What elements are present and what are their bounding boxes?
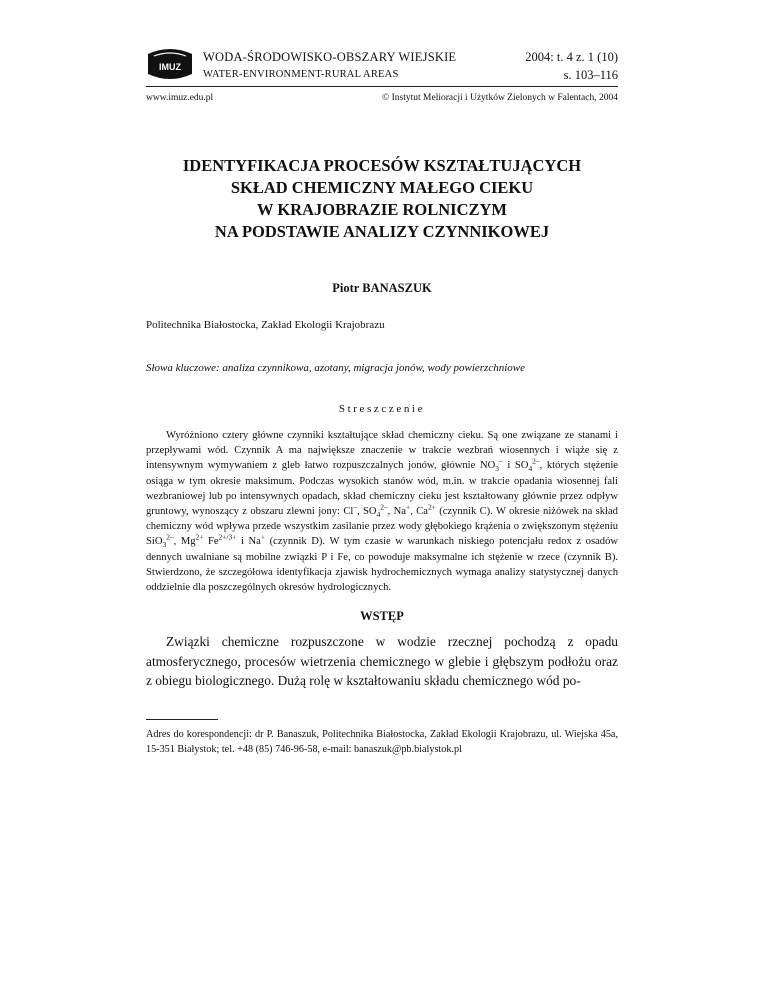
title-line: IDENTYFIKACJA PROCESÓW KSZTAŁTUJĄCYCH	[182, 156, 582, 175]
keywords-list: analiza czynnikowa, azotany, migracja jonów, wody powierzchniowe	[222, 362, 525, 374]
section-heading-intro: WSTĘP	[360, 609, 404, 623]
abstract-text: Wyróżniono cztery główne czynniki kształtujące skład chemiczny cieku. Są one związane ze stanami i przepływami wód. Czynnik A ma największe znaczenie w trakcie wezbrań wiosennych i wiąże się z intensywnym wymywaniem z gleb łatwo rozpuszczalnych jonów, głównie $NO_3^-$ i $SO_4^{2-}$, których stężenie osiąga w tym okresie maksimum. Podczas wysokich stanów wód, m.in. w trakcie opadania wiosennej fali wezbraniowej lub po intensywnych opadach, skład chemiczny cieku jest kształtowany głównie przez odpływ gruntowy, wynoszący z obszaru zlewni jony: Cl–, $SO_4^{2-}$, Na+, $Ca^{2+}$ (czynnik C). W okresie niżówek na skład chemiczny wód wpływa przede wszystkim zasilanie przez wody głębokiego krążenia o zwiększonym stężeniu SiO$_3^{2-}$, $Mg^{2+}$ $Fe^{2+/3+}$ i Na+ (czynnik D). W tym czasie w warunkach niskiego potencjału redox z osadów dennych uwalniane są mobilne związki P i Fe, co powoduje maksymalne ich stężenie w rzece (czynnik B). Stwierdzono, że szczegółowa identyfikacja zjawisk hydrochemicznych wymaga analizy statystycznej danych oddzielnie dla poszczególnych okresów hydrologicznych.	[146, 430, 619, 594]
abstract-heading: Streszczenie	[338, 403, 426, 415]
author-affiliation: Politechnika Białostocka, Zakład Ekologii Krajobrazu	[146, 319, 385, 331]
issue-info: 2004: t. 4 z. 1 (10)	[525, 50, 618, 64]
author-name: Piotr BANASZUK	[332, 281, 432, 295]
website-link[interactable]: www.imuz.edu.pl	[146, 93, 214, 103]
copyright-notice: © Instytut Melioracji i Użytków Zielonych w Falentach, 2004	[382, 93, 618, 103]
keywords-label: Słowa kluczowe:	[146, 362, 220, 374]
logo-text: IMUZ	[159, 62, 181, 72]
page-range: s. 103–116	[563, 68, 618, 82]
title-line: NA PODSTAWIE ANALIZY CZYNNIKOWEJ	[214, 222, 550, 241]
journal-title-pl: WODA-ŚRODOWISKO-OBSZARY WIEJSKIE	[203, 50, 457, 64]
intro-paragraph: Związki chemiczne rozpuszczone w wodzie rzecznej pochodzą z opadu atmosferycznego, procesów wietrzenia chemicznego w glebie i głębszym podłożu oraz z obiegu biologicznego. Dużą rolę w kształtowaniu składu chemicznego wód po-	[146, 634, 618, 689]
title-line: SKŁAD CHEMICZNY MAŁEGO CIEKU	[230, 178, 534, 197]
keywords	[146, 362, 525, 374]
footnote-rule	[146, 719, 218, 720]
title-line: W KRAJOBRAZIE ROLNICZYM	[257, 200, 507, 219]
journal-title-en: WATER-ENVIRONMENT-RURAL AREAS	[203, 69, 399, 80]
article-title	[146, 155, 618, 243]
imuz-logo-icon	[146, 46, 194, 82]
header-rule	[146, 86, 618, 87]
correspondence-footnote: Adres do korespondencji: dr P. Banaszuk, Politechnika Białostocka, Zakład Ekologii Krajobrazu, ul. Wiejska 45a, 15-351 Białystok; tel. +48 (85) 746-96-58, e-mail: banaszuk@pb.bialystok.pl	[146, 729, 618, 755]
